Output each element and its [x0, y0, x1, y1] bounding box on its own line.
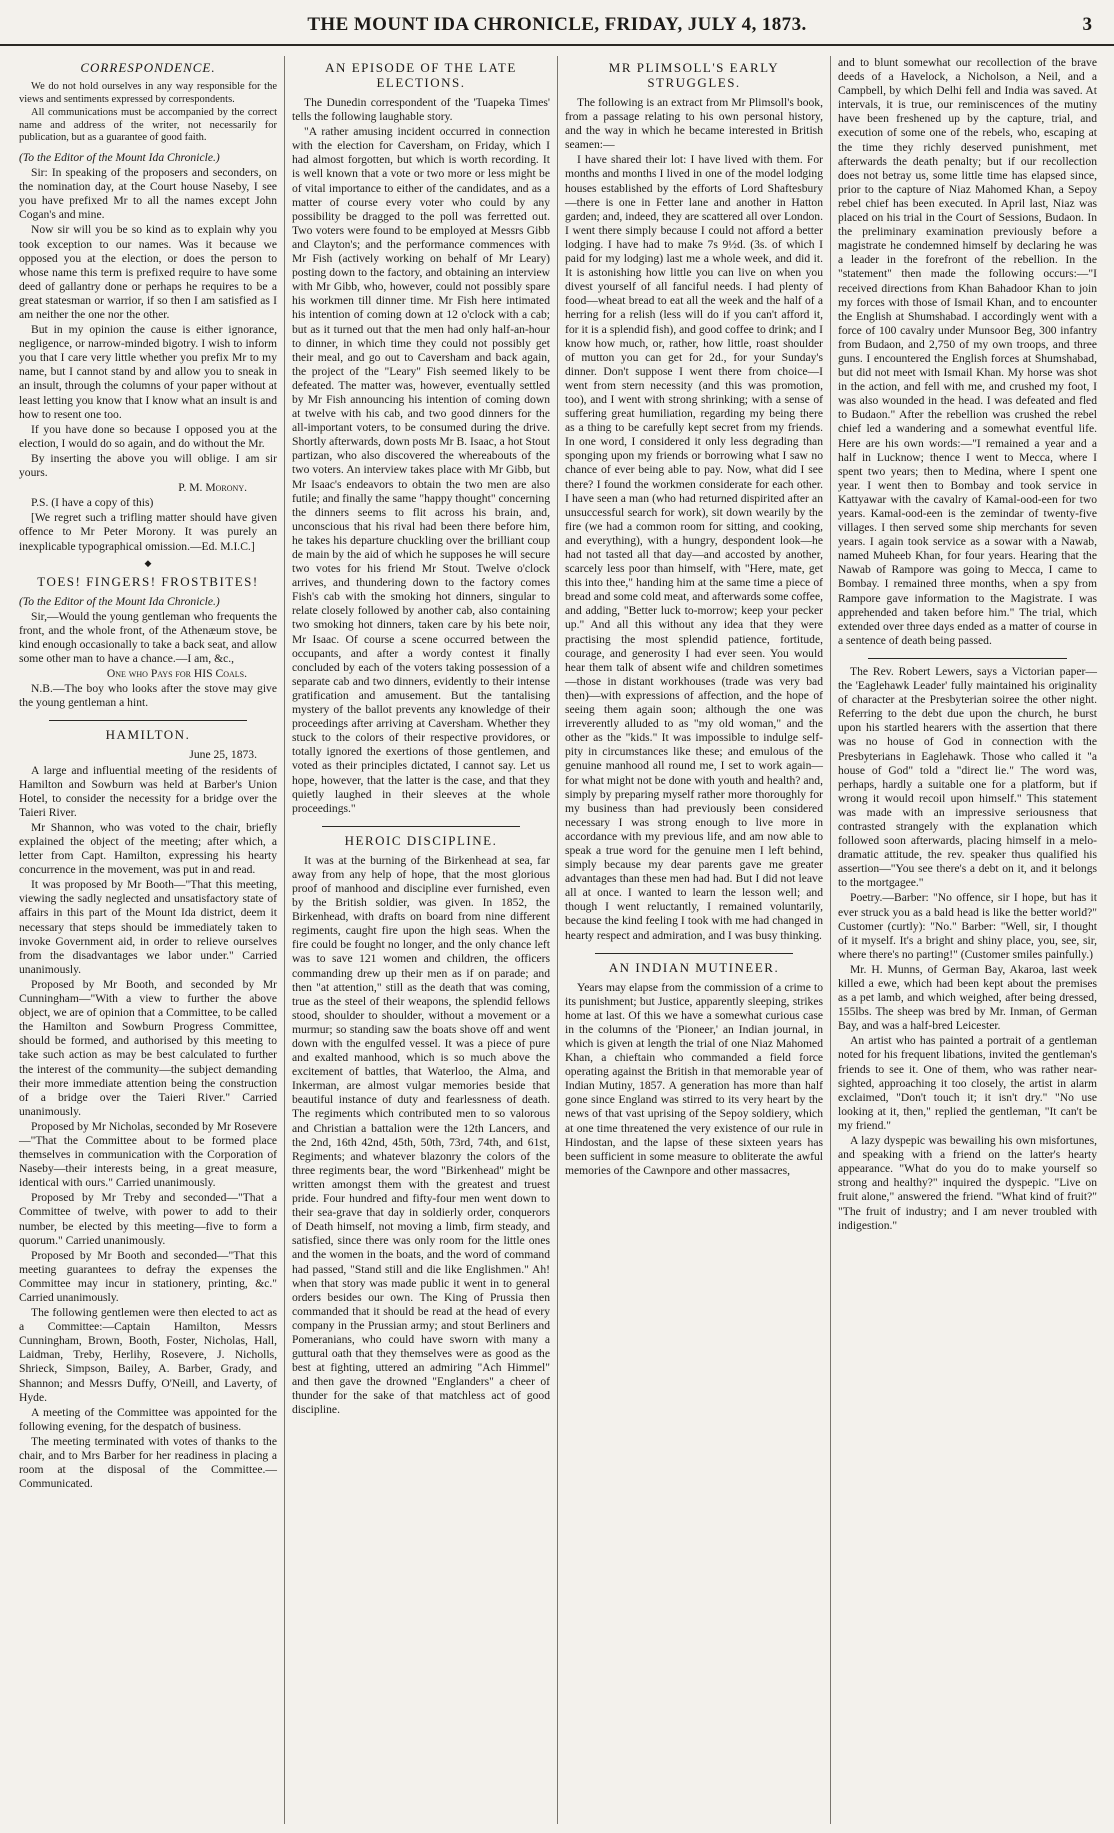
letter-signature: P. M. Morony.	[178, 481, 247, 495]
article-paragraph: Poetry.—Barber: "No offence, sir I hope, but has it ever struck you as a bald head is like the better world?" Customer (curtly): "No." Barber: "Well, sir, I thought of it myself. It's a bright and shiny place, you, see, sir, where there's no parting!" (Customer smiles painfully.)	[838, 891, 1097, 961]
article-paragraph: By inserting the above you will oblige. I am sir yours.	[19, 451, 277, 480]
article-paragraph: Sir,—Would the young gentleman who frequents the front, and the whole front, of the Athenæum stove, be kind enough occasionally to take a back seat, and allow some other man to have a chance.—I am, &c.,	[19, 609, 277, 666]
article-paragraph: Years may elapse from the commission of a crime to its punishment; but Justice, apparently sleeping, strikes home at last. Of this we have a somewhat curious case in the columns of the 'Pioneer,' an Indian journal, in which is given at length the trial of one Niaz Mahomed Khan, a chieftain who commanded a field force operating against the British in that memorable year of Indian Mutiny, 1857. A generation has more than half gone since England was stirred to its very heart by the news of that vast uprising of the Sepoy soldiery, which at one time threatened the very existence of our rule in Hindostan, and the lapse of these sixteen years has been sufficient in some measure to obliterate the awful memories of the Cawnpore and other massacres,	[565, 980, 823, 1177]
to-editor-line: (To the Editor of the Mount Ida Chronicle.)	[19, 594, 220, 608]
article-paragraph: A lazy dyspepic was bewailing his own misfortunes, and speaking with a friend on the latter's hearty appearance. "What do you do to make yourself so strong and healthy?" inquired the dyspepic. "Live on fruit alone," answered the friend. "What kind of fruit?" "The fruit of industry; and I am never troubled with indigestion."	[838, 1134, 1097, 1232]
article-paragraph: N.B.—The boy who looks after the stove may give the young gentleman a hint.	[19, 682, 277, 710]
article-paragraph: The following is an extract from Mr Plimsoll's book, from a passage relating to his own personal history, and the way in which he became interested in British seamen:—	[565, 96, 823, 152]
page-number: 3	[1082, 14, 1092, 35]
section-heading-plimsoll: MR PLIMSOLL'S EARLY STRUGGLES.	[608, 60, 780, 90]
article-paragraph: Proposed by Mr Nicholas, seconded by Mr Rosevere—"That the Committee about to be formed place themselves in communication with the Corporation of Naseby—their interests being, in a great measure, identical with ours." Carried unanimously.	[19, 1119, 277, 1190]
section-divider	[595, 953, 793, 954]
article-paragraph: and to blunt somewhat our recollection of the brave deeds of a Havelock, a Nicholson, a Neil, and a Campbell, by which Delhi fell and India was saved. At intervals, it is true, our reminiscences of the mutiny have been freshened up by the capture, trial, and execution of some one of the rebels, who, escaping at the time they richly deserved punishment, met afterwards the death penalty; but if our recollection does not betray us, some little time has elapsed since, prior to the capture of Niaz Mahomed Khan, a Sepoy rebel chief has been executed. In April last, Niaz was placed on his trial in the Court of Sessions, Budaon. In the preliminary examination previously before a magistrate he condemned himself by declaring he was a leader in the forefront of the rebellion. In the "statement" then made the following occurs:—"I received directions from Khan Bahadoor Khan to join my forces with those of Ismail Khan, and to encounter the English at Shumshabad. I accordingly went with a force of 100 cavalry under Munsoor Beg, 300 infantry from Budaon, and 2,750 of my own troops, and three guns. I encountered the English forces at Shumshabad, but did not meet with Ismail Khan. My horse was shot in the action, and fell with me, and crushed my foot, I was also wounded in the head. I was defeated and fled to Budaon." After the rebellion was crushed the rebel chief led a wandering and a somewhat eventful life. Here are his own words:—"I remained a year and a half in Lucknow; thence I went to Mecca, where I spent two years; then to Medina, where I spent one year. I went then to Bombay and took service in Kattyawar with the cavalry of Kamal-ood-een for two years. Kamal-ood-een is the zemindar of twenty-five villages. I then served some ship merchants for seven years. I again took service as a sowar with a Nawab, named Muheeb Khan, for four years. Hearing that the Nawab of Rampore was going to Mecca, I came to Bombay. I remained three months, when a spy from Rampore gave information to the Magistrate. I was apprehended and taken before him." The trial, which extended over three days ended as a matter of course in a sentence of death being passed.	[838, 56, 1097, 647]
section-divider	[868, 658, 1067, 659]
section-divider	[322, 826, 520, 827]
section-divider	[49, 720, 247, 721]
divider-ornament: ◆	[144, 557, 152, 568]
section-heading-episode: AN EPISODE OF THE LATE ELECTIONS.	[325, 60, 517, 90]
section-heading-indian-mutineer: AN INDIAN MUTINEER.	[608, 959, 780, 975]
article-paragraph: It was proposed by Mr Booth—"That this meeting, viewing the sadly neglected and unsatisfactory state of affairs in this part of the Mount Ida district, deem it necessary that steps should be immediately taken to invoke Government aid, in order to relieve ourselves from the disadvantages we labor under." Carried unanimously.	[19, 878, 277, 976]
letter-signature: One who Pays for HIS Coals.	[106, 667, 247, 681]
columns	[12, 56, 1106, 1824]
editorial-notice: All communications must be accompanied by the correct name and address of the writer, not necessarily for publication, but as a guarantee of good faith.	[19, 107, 277, 144]
section-heading-toes: TOES! FINGERS! FROSTBITES!	[37, 573, 259, 589]
article-paragraph: It was at the burning of the Birkenhead at sea, far away from any help of hope, that the most glorious proof of manhood and discipline ever furnished, even by the British soldier, was given. In 1852, the Birkenhead, with drafts on board from nine different regiments, caught fire upon the high seas. When the fire could be fought no longer, and the only chance left was to save 121 women and children, the officers commanding drew up their men as if on parade; and then "at attention," still as the death that was coming, true as the steel of their weapons, the splendid fellows stood, shoulder to shoulder, without a movement or a murmur; so standing saw the boats shove off and went down with the engulfed vessel. It was a piece of pure and exalted manhood, which is so much above the excitement of battles, that Waterloo, the Alma, and Inkerman, are almost vulgar memories beside that beautiful instance of duty and fearlessness of death. The regiments which contributed men to so valorous and Christian a battalion were the 12th Lancers, and the 2nd, 16th 42nd, 45th, 50th, 73rd, 74th, and 61st, Regiments; and whatever blazonry the colors of the three regiments bear, the word "Birkenhead" might be written amongst them with the greatest and truest pride. Four hundred and fifty-four men went down to their sea-grave that day in soldierly order, conquerors of Death himself, not moving a limb, firm steady, and satisfied, since there was only room for the little ones and the women in the boats, and the word of command had passed, "Stand still and die like Englishmen." Ah! when that story was made public it went in to general orders besides our own. The King of Prussia then commanded that it should be read at the head of every company in the Prussian army; and stout Berliners and Pomeranians, who could have sworn with many a guttural oath that they themselves were as good as the best at fighting, uttered an admiring "Ach Himmel" and then gave the drowned "Englanders" a cheer of thunder for the sake of that matchless act of good discipline.	[292, 853, 550, 1417]
column-4	[831, 56, 1104, 1824]
article-paragraph: Now sir will you be so kind as to explain why you took exception to our names. Was it because we opposed you at the election, or does the person to whose name this term is prefixed require to have some deed of gallantry done or perhaps he requires to be a great statesman or warrior, if so then I am satisfied as I am neither the one nor the other.	[19, 223, 277, 321]
article-paragraph: An artist who has painted a portrait of a gentleman noted for his frequent libations, invited the gentleman's friends to see it. One of them, who was rather near-sighted, approaching it too closely, the artist in alarm exclaimed, "Don't touch it; it isn't dry." "No use looking at it, then," replied the gentleman, "It can't be my friend."	[838, 1034, 1097, 1132]
section-heading-hamilton: HAMILTON.	[105, 727, 191, 743]
article-paragraph: A large and influential meeting of the residents of Hamilton and Sowburn was held at Barber's Union Hotel, to consider the necessity for a bridge over the Taieri River.	[19, 763, 277, 819]
section-heading-correspondence: CORRESPONDENCE.	[80, 60, 216, 75]
article-paragraph: But in my opinion the cause is either ignorance, negligence, or narrow-minded bigotry. I wish to inform you that I care very little whether you prefix Mr to my name, but I cannot stand by and allow you to sneak in an insult, through the columns of your paper without at least letting you know that I know what an insult is and how to resent one too.	[19, 323, 277, 421]
article-paragraph: I have shared their lot: I have lived with them. For months and months I lived in one of the model lodging houses established by the efforts of Lord Shaftesbury—there is one in Fetter lane and another in Hatton garden; and, indeed, they are scattered all over London. I went there simply because I could not afford a better lodging. I have had to make 7s 9½d. (3s. of which I paid for my lodging) last me a whole week, and did it. It is astonishing how little you can live on when you divest yourself of all fanciful needs. I had plenty of food—wheat bread to eat all the week and the half of a herring for a relish (less will do if you can't afford it, for it is a splendid fish), and good coffee to drink; and I know how much, or, rather, how little, roast shoulder of mutton you can get for 2d., for your Sunday's dinner. Don't suppose I went there from choice—I went from stern necessity (and this was promotion, too), and I went with strong shrinking; with a sense of suffering great humiliation, regarding my being there as a thing to be carefully kept secret from my friends. In one word, I considered it only less degrading than sponging upon my friends or borrowing what I saw no chance of ever being able to pay. Now, what did I see there? I found the workmen considerate for each other. I have seen a man (who had returned dispirited after an unsuccessful search for work), sit down wearily by the fire (we had a common room for sitting, and cooking, and everything), with a hungry, despondent look—he had not tasted all that day—and accosted by another, scarcely less poor than himself, with "Here, mate, get this into thee," handing him at the same time a piece of bread and some cold meat, and afterwards some coffee, and adding, "Better luck to-morrow; keep your pecker up." And all this without any idea that they were practising the most splendid patience, fortitude, courage, and generosity I had ever seen. You would hear them talk of absent wife and children sometimes—those in distant workhouses (trade was very bad then)—with expressions of affection, and the hope of seeing them again soon; although the one was irreverently alluded to as "my old woman," and the other as the "kids." It was impossible to indulge self-pity in circumstances like these; and emulous of the genuine manhood all round me, I set to work again—for what might not be done with youth and health? and, simply by preparing myself rather more thoroughly for my business than had previously been considered necessary I was strong enough to live more in accordance with my previous life, and am now able to speak a true word for the genuine men I left behind, simply because my dear parents gave me greater advantages than these men had had. But I did not leave all at once. I wanted to learn the lesson well; and though I went reluctantly, I remained voluntarily, because the kind feeling I took with me had changed in hearty respect and admiration, and I was busy thinking.	[565, 153, 823, 942]
article-paragraph: The following gentlemen were then elected to act as a Committee:—Captain Hamilton, Messrs Cunningham, Brown, Booth, Foster, Nicholas, Hall, Laidman, Treby, Herlihy, Rosevere, J. Nicholls, Shrieck, Simpson, Bailey, A. Barber, Grady, and Shannon; and Messrs Duffy, O'Neill, and Laverty, of Hyde.	[19, 1306, 277, 1404]
column-3	[558, 56, 831, 1824]
column-1	[12, 56, 285, 1824]
editor-note: [We regret such a trifling matter should have given offence to Mr Peter Morony. It was purely an inexplicable typographical omission.—Ed. M.I.C.]	[19, 511, 277, 553]
masthead	[0, 0, 1114, 46]
article-paragraph: If you have done so because I opposed you at the election, I would do so again, and do without the Mr.	[19, 422, 277, 450]
article-paragraph: Sir: In speaking of the proposers and seconders, on the nomination day, at the Court house Naseby, I see you have prefixed Mr to all the names except John Cogan's and mine.	[19, 166, 277, 222]
article-paragraph: Mr Shannon, who was voted to the chair, briefly explained the object of the meeting; after which, a letter from Capt. Hamilton, expressing his hearty concurrence in the movement, was put in and read.	[19, 820, 277, 877]
article-paragraph: "A rather amusing incident occurred in connection with the election for Caversham, on Friday, which I had almost forgotten, but which is worth recording. It is well known that a vote or two more or less might be of vital importance to either of the candidates, and as a matter of course every voter who could by any possibility be dragged to the poll was ferretted out. Two voters were found to be employed at Messrs Gibb and Clayton's; and the performance commences with Mr Fish (actively working on behalf of Mr Leary) posting down to the factory, and obtaining an interview with Mr Gibb, who, however, could not possibly spare his workmen till dinner time. Mr Fish here intimated his intention of coming down at 12 o'clock with a cab; but as it turned out that the men had only half-an-hour to dinner, in which time they could not possibly get their meal, and go out to Caversham and back again, the project of the "Leary" Fish seemed likely to be defeated. The matter was, however, eventually settled by Mr Fish announcing his intention of coming down at twelve with his cab, and two good dinners for the all-important voters, to be consumed during the drive. Shortly afterwards, down posts Mr B. Isaac, a hot Stout partizan, who also discovered the whereabouts of the two voters. An interview takes place with Mr Gibb, but Mr Isaac's endeavors to obtain the two men are also futile; and finally the same "happy thought" concerning the dinners seems to flit across his brain, and, unconscious that his rival had been there before him, he takes his departure chuckling over the brilliant coup de main by the aid of which he supposes he will secure two votes for his friend Mr Stout. Twelve o'clock arrives, and thundering down to the factory comes Fish's cab with the smoking hot dinners, singular to relate closely followed by another cab, also containing two smoking hot dinners, taken care by his bete noir, Mr Isaac. Of course a scene occurred between the occupants, and after a wordy contest it finally concluded by each of the voters taking possession of a separate cab and two dinners, evidently to their intense gratification and amusement. But the tantalising mystery of the ballot prevents any knowledge of their proceedings after arriving at Caversham. Whether they stuck to the colors of their respective providores, or totally ignored the exertions of those gentlemen, and voted as their principles dictated, I cannot say. Let us hope, however, that the latter is the case, and that they quietly laughed in their sleeves at the whole proceedings."	[292, 125, 550, 815]
article-paragraph: Proposed by Mr Treby and seconded—"That a Committee of twelve, with power to add to their number, be elected by this meeting—five to form a quorum." Carried unanimously.	[19, 1191, 277, 1247]
editorial-notice: We do not hold ourselves in any way responsible for the views and sentiments expressed by correspondents.	[19, 81, 277, 105]
article-paragraph: Proposed by Mr Booth, and seconded by Mr Cunningham—"With a view to further the above object, we are of opinion that a Committee, to be called the Hamilton and Sowburn Progress Committee, should be formed, and authorised by this meeting to take such action as may be best calculated to further the interest of the community—the subject demanding their more immediate attention being the construction of a bridge over the Taieri River." Carried unanimously.	[19, 977, 277, 1118]
section-heading-heroic-discipline: HEROIC DISCIPLINE.	[344, 832, 498, 848]
article-paragraph: The Dunedin correspondent of the 'Tuapeka Times' tells the following laughable story.	[292, 96, 550, 124]
column-2	[285, 56, 558, 1824]
dateline: June 25, 1873.	[189, 748, 257, 762]
to-editor-line: (To the Editor of the Mount Ida Chronicle.)	[19, 150, 220, 164]
article-paragraph: Proposed by Mr Booth and seconded—"That this meeting guarantees to defray the expenses the Committee may incur in stationery, printing, &c." Carried unanimously.	[19, 1248, 277, 1304]
article-paragraph: The meeting terminated with votes of thanks to the chair, and to Mrs Barber for her readiness in placing a room at the disposal of the Committee.—Communicated.	[19, 1434, 277, 1491]
article-paragraph: Mr. H. Munns, of German Bay, Akaroa, last week killed a ewe, which had been kept about the premises as a pet lamb, and which weighed, after being dressed, 155lbs. The sheep was bred by Mr. Inman, of German Bay, and was a half-bred Leicester.	[838, 962, 1097, 1033]
newspaper-title: THE MOUNT IDA CHRONICLE, FRIDAY, JULY 4, 1873.	[307, 14, 807, 35]
article-paragraph: A meeting of the Committee was appointed for the following evening, for the despatch of business.	[19, 1405, 277, 1433]
article-paragraph: The Rev. Robert Lewers, says a Victorian paper—the 'Eaglehawk Leader' fully maintained his originality of character at the Presbyterian soiree the other night. Referring to the debt due upon the church, he burst upon his startled hearers with the assertion that there was no house of God in connection with the Presbyterians in Eaglehawk. Those who called it "a house of God" told a "direct lie." The word was, perhaps, hardly a suitable one for a platform, but if wrong it would recoil upon himself." This statement was made with an impressive seriousness that contrasted strangely with the explanation which followed soon afterwards, placing himself in a melo-dramatic attitude, the rev. speaker thus qualified his assertion—"You see there's a debt on it, and it belongs to the mortgagee."	[838, 664, 1097, 890]
article-paragraph: P.S. (I have a copy of this)	[31, 496, 154, 510]
